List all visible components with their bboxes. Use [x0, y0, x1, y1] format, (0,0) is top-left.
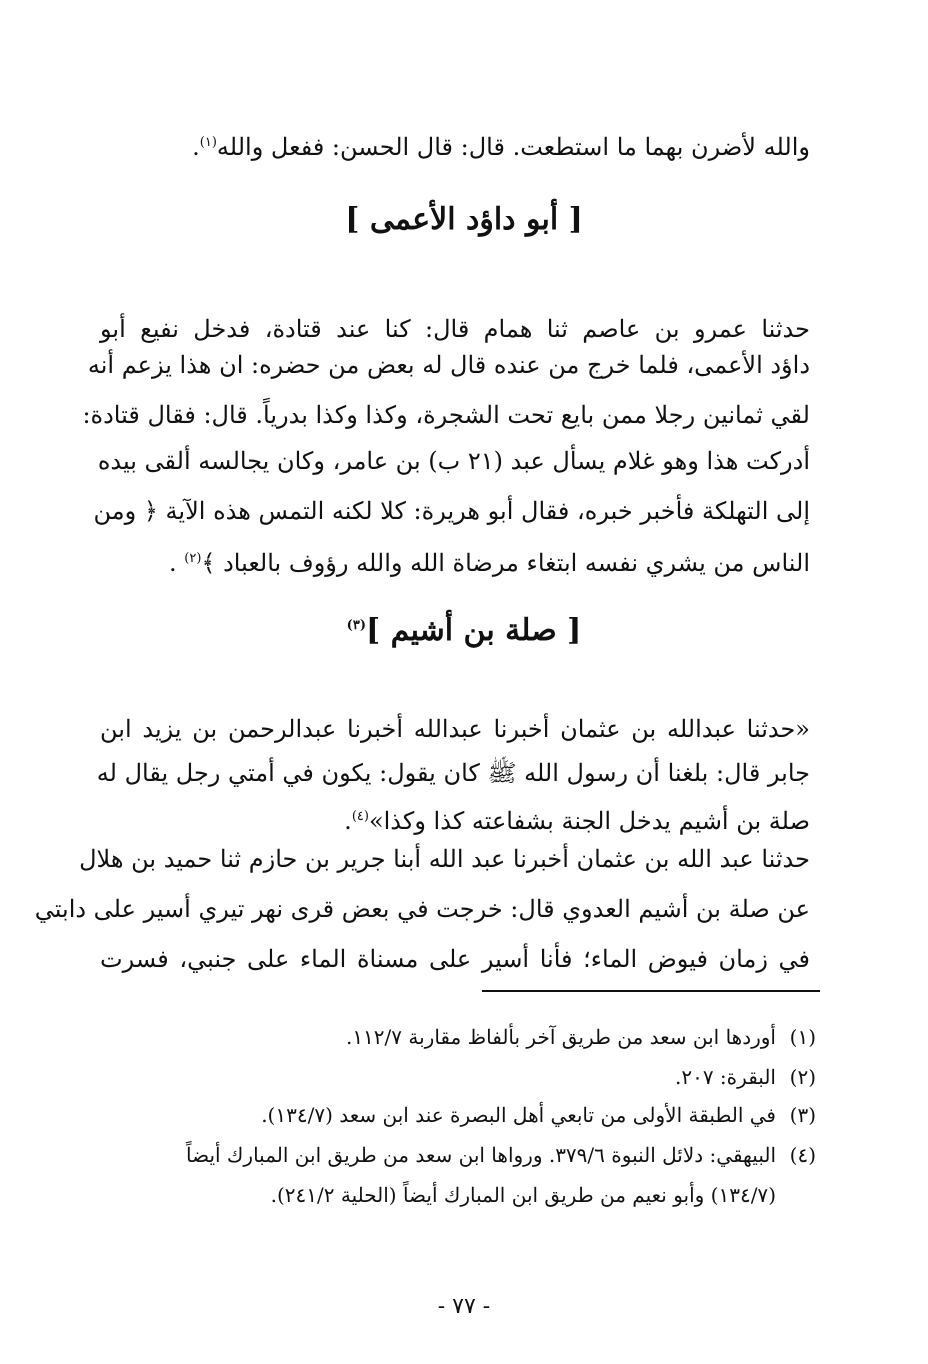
intro-text: والله لأضرن بهما ما استطعت. قال: قال الحسن: ففعل والله — [216, 133, 810, 161]
para1-line-5: إلى التهلكة فأخبر خبره، فقال أبو هريرة: كلا لكنه التمس هذه الآية ﴿ ومن — [93, 497, 810, 525]
footnote-3 — [100, 1100, 816, 1130]
footnote-ref-2: (٢) — [184, 551, 202, 566]
footnote-2-number: (٢) — [789, 1065, 816, 1089]
para1-line-6 — [100, 542, 810, 580]
para1-line-4: أدركت هذا وهو غلام يسأل عبد (٢١ ب) بن عامر، وكان يجالسه ألقى بيده — [97, 447, 810, 475]
footnote-ref-4: (٤) — [351, 809, 369, 824]
section-heading-abu-dawud: [ أبو داؤد الأعمى ] — [345, 202, 583, 237]
footnote-3-text: في الطبقة الأولى من تابعي أهل البصرة عند ابن سعد (١٣٤/٧). — [261, 1103, 776, 1127]
para1-line-3: لقي ثمانين رجلا ممن بايع تحت الشجرة، وكذا وكذا بدرياً. قال: فقال قتادة: — [82, 401, 810, 429]
para1-line-2: داؤد الأعمى، فلما خرج من عنده قال له بعض من حضره: ان هذا يزعم أنه — [87, 351, 810, 379]
intro-line — [100, 126, 810, 164]
intro-period: . — [192, 133, 200, 161]
page-number: - ٧٧ - — [437, 1294, 491, 1319]
para2-line-3-text: صلة بن أشيم يدخل الجنة بشفاعته كذا وكذا» — [368, 807, 810, 835]
footnote-2 — [100, 1062, 816, 1092]
footnote-1-text: أوردها ابن سعد من طريق آخر بألفاظ مقاربة ١١٢/٧. — [345, 1025, 776, 1049]
footnote-ref-3: (٣) — [346, 618, 366, 633]
section-heading-silah — [0, 606, 928, 651]
footnote-4 — [100, 1140, 816, 1170]
para3-line-2: عن صلة بن أشيم العدوي قال: خرجت في بعض قرى نهر تيري أسير على دابتي — [34, 895, 810, 923]
para2-line-2: جابر قال: بلغنا أن رسول الله ﷺ كان يقول: يكون في أمتي رجل يقال له — [96, 759, 810, 787]
footnote-2-text: البقرة: ٢٠٧. — [674, 1065, 776, 1089]
footnote-3-number: (٣) — [789, 1103, 816, 1127]
para1-line-6-text: الناس من يشري نفسه ابتغاء مرضاة الله والله رؤوف بالعباد ﴾ — [201, 549, 810, 577]
para3-line-3: في زمان فيوض الماء؛ فأنا أسير على مسناة الماء على جنبي، فسرت — [100, 945, 810, 973]
footnote-4-text: البيهقي: دلائل النبوة ٣٧٩/٦. ورواها ابن سعد من طريق ابن المبارك أيضاً — [186, 1143, 776, 1167]
para2-line-3 — [100, 800, 810, 838]
section-heading-silah-text: [ صلة بن أشيم ] — [365, 613, 582, 648]
para1-period: . — [168, 549, 177, 577]
footnote-ref-1: (١) — [199, 135, 217, 150]
footnote-divider — [482, 990, 820, 992]
footnote-1-number: (١) — [789, 1025, 816, 1049]
para2-line-1: «حدثنا عبدالله بن عثمان أخبرنا عبدالله أخبرنا عبدالرحمن بن يزيد ابن — [100, 715, 810, 743]
para1-line-1: حدثنا عمرو بن عاصم ثنا همام قال: كنا عند قتادة، فدخل نفيع أبو — [100, 315, 810, 343]
footnote-4-continuation: (١٣٤/٧) وأبو نعيم من طريق ابن المبارك أيضاً (الحلية ٢٤١/٢). — [270, 1183, 776, 1207]
footnote-1 — [100, 1022, 816, 1052]
para3-line-1: حدثنا عبد الله بن عثمان أخبرنا عبد الله أبنا جرير بن حازم ثنا حميد بن هلال — [79, 845, 810, 873]
para2-period: . — [344, 807, 352, 835]
footnote-4-number: (٤) — [789, 1143, 816, 1167]
